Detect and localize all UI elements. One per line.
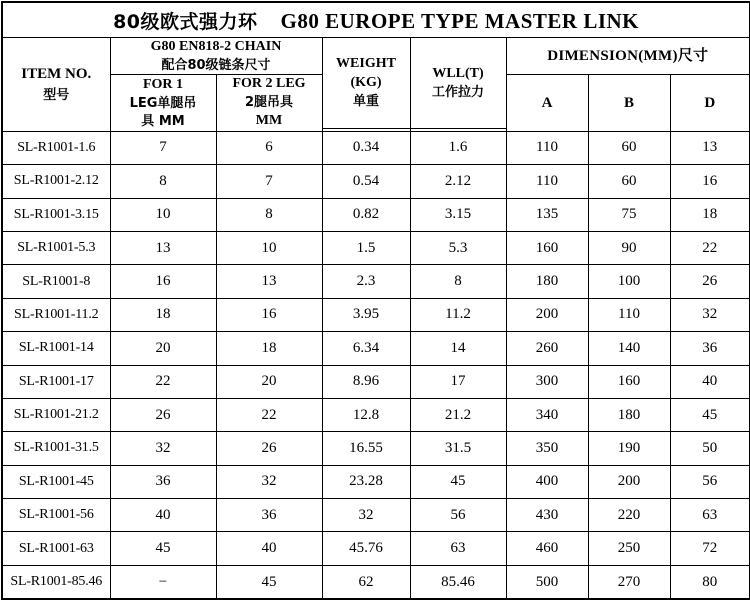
table-row — [2, 398, 750, 431]
header-chain-line1: G80 EN818-2 CHAIN — [150, 39, 282, 54]
cell-leg2: 40 — [216, 532, 322, 565]
cell-weight: 0.54 — [322, 165, 410, 198]
cell-a: 110 — [506, 165, 588, 198]
cell-leg1: 36 — [110, 465, 216, 498]
cell-a: 110 — [506, 131, 588, 164]
cell-weight: 8.96 — [322, 365, 410, 398]
cell-item-no: SL-R1001-5.3 — [2, 231, 110, 264]
cell-item-no: SL-R1001-8 — [2, 265, 110, 298]
cell-weight: 45.76 — [322, 532, 410, 565]
cell-leg1: 8 — [110, 165, 216, 198]
header-leg1-line3: 具 MM — [141, 113, 185, 129]
table-row — [2, 332, 750, 365]
table-title — [2, 2, 750, 38]
cell-wll: 56 — [410, 499, 506, 532]
cell-item-no: SL-R1001-17 — [2, 365, 110, 398]
cell-item-no: SL-R1001-14 — [2, 332, 110, 365]
cell-wll: 8 — [410, 265, 506, 298]
cell-leg1: 13 — [110, 231, 216, 264]
cell-item-no: SL-R1001-85.46 — [2, 565, 110, 599]
cell-d: 13 — [670, 131, 750, 164]
header-leg1-line2: LEG单腿吊 — [129, 96, 197, 111]
cell-a: 200 — [506, 298, 588, 331]
cell-weight: 32 — [322, 499, 410, 532]
cell-d: 56 — [670, 465, 750, 498]
header-item-no-en: ITEM NO. — [21, 66, 92, 83]
cell-b: 270 — [588, 565, 670, 599]
cell-b: 60 — [588, 131, 670, 164]
cell-item-no: SL-R1001-1.6 — [2, 131, 110, 164]
cell-wll: 11.2 — [410, 298, 506, 331]
cell-wll: 3.15 — [410, 198, 506, 231]
header-leg2-line2: 2腿吊具 — [244, 95, 294, 111]
header-for-1-leg — [110, 75, 216, 131]
cell-item-no: SL-R1001-63 — [2, 532, 110, 565]
cell-wll: 14 — [410, 332, 506, 365]
cell-leg1: 32 — [110, 432, 216, 465]
header-dimension-group — [506, 38, 750, 75]
cell-a: 260 — [506, 332, 588, 365]
cell-d: 45 — [670, 398, 750, 431]
table-row — [2, 465, 750, 498]
header-col-a: A — [506, 75, 588, 131]
cell-weight: 0.34 — [322, 131, 410, 164]
cell-a: 500 — [506, 565, 588, 599]
header-for-2-leg — [216, 75, 322, 131]
cell-leg1: − — [110, 565, 216, 599]
cell-leg1: 22 — [110, 365, 216, 398]
table-row — [2, 499, 750, 532]
cell-a: 340 — [506, 398, 588, 431]
table-title-cn: 80级欧式强力环 — [113, 10, 258, 33]
cell-leg1: 16 — [110, 265, 216, 298]
cell-leg2: 6 — [216, 131, 322, 164]
cell-leg1: 10 — [110, 198, 216, 231]
cell-a: 135 — [506, 198, 588, 231]
header-weight-line2: (KG) — [350, 75, 382, 91]
cell-b: 90 — [588, 231, 670, 264]
cell-leg1: 7 — [110, 131, 216, 164]
cell-leg2: 20 — [216, 365, 322, 398]
cell-leg2: 32 — [216, 465, 322, 498]
cell-leg1: 40 — [110, 499, 216, 532]
table-row — [2, 298, 750, 331]
cell-d: 72 — [670, 532, 750, 565]
cell-leg2: 10 — [216, 231, 322, 264]
cell-wll: 17 — [410, 365, 506, 398]
cell-d: 80 — [670, 565, 750, 599]
header-chain-line2: 配合80级链条尺寸 — [161, 57, 271, 73]
cell-b: 140 — [588, 332, 670, 365]
cell-d: 22 — [670, 231, 750, 264]
cell-wll: 1.6 — [410, 131, 506, 164]
cell-item-no: SL-R1001-21.2 — [2, 398, 110, 431]
header-wll — [410, 38, 506, 129]
cell-b: 190 — [588, 432, 670, 465]
cell-b: 200 — [588, 465, 670, 498]
header-col-d: D — [670, 75, 750, 131]
cell-leg2: 26 — [216, 432, 322, 465]
cell-weight: 2.3 — [322, 265, 410, 298]
cell-wll: 5.3 — [410, 231, 506, 264]
table-title-en: G80 EUROPE TYPE MASTER LINK — [280, 8, 640, 33]
table-row — [2, 365, 750, 398]
cell-d: 50 — [670, 432, 750, 465]
cell-d: 18 — [670, 198, 750, 231]
cell-b: 220 — [588, 499, 670, 532]
cell-d: 16 — [670, 165, 750, 198]
cell-weight: 62 — [322, 565, 410, 599]
cell-leg1: 18 — [110, 298, 216, 331]
cell-item-no: SL-R1001-3.15 — [2, 198, 110, 231]
cell-wll: 45 — [410, 465, 506, 498]
header-dimension-label: DIMENSION(MM)尺寸 — [547, 48, 709, 65]
cell-a: 350 — [506, 432, 588, 465]
cell-leg2: 7 — [216, 165, 322, 198]
cell-wll: 63 — [410, 532, 506, 565]
cell-weight: 12.8 — [322, 398, 410, 431]
cell-wll: 85.46 — [410, 565, 506, 599]
cell-d: 63 — [670, 499, 750, 532]
cell-a: 180 — [506, 265, 588, 298]
cell-item-no: SL-R1001-31.5 — [2, 432, 110, 465]
cell-b: 160 — [588, 365, 670, 398]
cell-wll: 2.12 — [410, 165, 506, 198]
cell-leg2: 18 — [216, 332, 322, 365]
master-link-spec-table — [1, 1, 750, 600]
header-weight — [322, 38, 410, 129]
cell-wll: 21.2 — [410, 398, 506, 431]
header-wll-line1: WLL(T) — [432, 65, 484, 81]
table-body — [2, 131, 750, 599]
cell-d: 26 — [670, 265, 750, 298]
table-row — [2, 231, 750, 264]
cell-item-no: SL-R1001-2.12 — [2, 165, 110, 198]
header-wll-line2: 工作拉力 — [431, 84, 484, 100]
cell-d: 32 — [670, 298, 750, 331]
cell-item-no: SL-R1001-45 — [2, 465, 110, 498]
table-row — [2, 131, 750, 164]
table-title-row — [2, 2, 750, 38]
cell-leg2: 36 — [216, 499, 322, 532]
cell-weight: 3.95 — [322, 298, 410, 331]
cell-a: 300 — [506, 365, 588, 398]
cell-leg2: 45 — [216, 565, 322, 599]
cell-weight: 0.82 — [322, 198, 410, 231]
cell-leg1: 45 — [110, 532, 216, 565]
cell-b: 75 — [588, 198, 670, 231]
header-leg1-line1: FOR 1 — [142, 77, 184, 93]
cell-weight: 23.28 — [322, 465, 410, 498]
cell-weight: 1.5 — [322, 231, 410, 264]
cell-leg1: 20 — [110, 332, 216, 365]
header-leg2-line3: MM — [255, 112, 283, 128]
table-row — [2, 432, 750, 465]
cell-leg1: 26 — [110, 398, 216, 431]
cell-weight: 16.55 — [322, 432, 410, 465]
table-row — [2, 565, 750, 599]
cell-a: 460 — [506, 532, 588, 565]
cell-weight: 6.34 — [322, 332, 410, 365]
table-row — [2, 198, 750, 231]
cell-leg2: 13 — [216, 265, 322, 298]
cell-b: 60 — [588, 165, 670, 198]
cell-wll: 31.5 — [410, 432, 506, 465]
header-weight-line1: WEIGHT — [336, 56, 396, 72]
header-leg2-line1: FOR 2 LEG — [232, 76, 306, 92]
header-col-b: B — [588, 75, 670, 131]
table-row — [2, 265, 750, 298]
header-weight-line3: 单重 — [352, 94, 379, 110]
cell-item-no: SL-R1001-56 — [2, 499, 110, 532]
cell-b: 110 — [588, 298, 670, 331]
cell-item-no: SL-R1001-11.2 — [2, 298, 110, 331]
cell-b: 250 — [588, 532, 670, 565]
cell-leg2: 22 — [216, 398, 322, 431]
cell-a: 430 — [506, 499, 588, 532]
header-item-no-cn: 型号 — [43, 87, 70, 103]
table-row — [2, 532, 750, 565]
cell-a: 400 — [506, 465, 588, 498]
header-item-no — [2, 38, 110, 132]
cell-d: 40 — [670, 365, 750, 398]
header-row-1 — [2, 38, 750, 75]
cell-leg2: 16 — [216, 298, 322, 331]
cell-b: 100 — [588, 265, 670, 298]
table-row — [2, 165, 750, 198]
header-chain-group — [110, 38, 322, 75]
cell-leg2: 8 — [216, 198, 322, 231]
cell-a: 160 — [506, 231, 588, 264]
cell-d: 36 — [670, 332, 750, 365]
cell-b: 180 — [588, 398, 670, 431]
